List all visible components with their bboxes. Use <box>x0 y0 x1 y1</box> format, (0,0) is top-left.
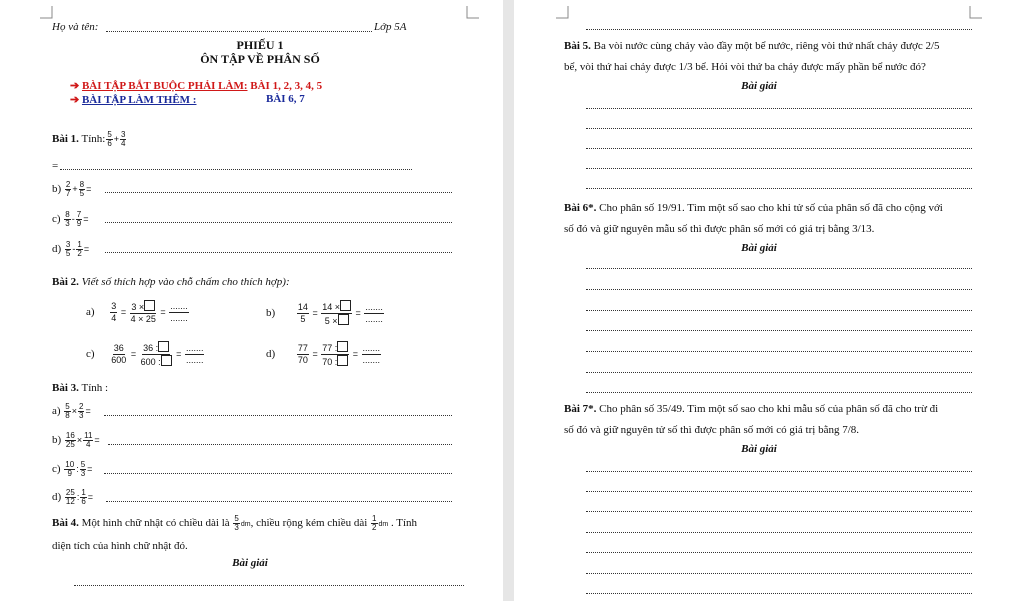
exercise-1-heading: Bài 1. Tính: $\frac{5}{6}$ + $\frac{3}{4}$ <box>52 130 126 148</box>
exercise-4-line-2: diện tích của hình chữ nhật đó. <box>52 540 188 552</box>
exercise-3-a: a) $\frac{5}{8}$ × $\frac{2}{3}$ = <box>52 402 91 420</box>
solution-heading: Bài giải <box>741 80 777 92</box>
answer-line <box>586 168 972 169</box>
answer-line <box>586 593 972 594</box>
arrow-right-icon: ➔ <box>70 94 80 106</box>
worksheet-page-1 <box>0 0 503 601</box>
exercise-3-c: c) $\frac{10}{9}$ : $\frac{5}{3}$ = <box>52 460 93 478</box>
answer-line <box>586 268 972 269</box>
blank-box[interactable] <box>144 300 155 311</box>
sheet-number: PHIẾU 1 <box>236 38 284 52</box>
answer-line <box>586 471 972 472</box>
exercise-1-c: c) $\frac{8}{3}$ - $\frac{7}{9}$ = <box>52 210 89 228</box>
solution-heading: Bài giải <box>232 557 268 569</box>
blank-box[interactable] <box>337 341 348 352</box>
extra-label: BÀI TẬP LÀM THÊM : <box>81 94 197 106</box>
worksheet-page-2 <box>514 0 1024 601</box>
fraction: $\frac{2}{7}$ <box>65 180 71 198</box>
answer-line <box>106 501 452 502</box>
fraction: $\frac{7}{9}$ <box>76 210 82 228</box>
answer-line <box>105 222 452 223</box>
solution-heading: Bài giải <box>741 242 777 254</box>
exercise-3-b: b) $\frac{16}{25}$ × $\frac{11}{4}$ = <box>52 431 100 449</box>
answer-line <box>586 491 972 492</box>
crop-mark-top-left <box>556 6 570 20</box>
fraction: $\frac{3}{5}$ <box>65 240 71 258</box>
exercise-2-heading: Bài 2. Viết số thích hợp vào chỗ chấm cho thích hợp): <box>52 276 290 288</box>
blank-box[interactable] <box>161 355 172 366</box>
blank-box[interactable] <box>340 300 351 311</box>
exercise-6-line-1: Bài 6*. Cho phân số 19/91. Tìm một số sao cho khi tử số của phân số đã cho cộng với <box>564 202 943 214</box>
blank-box[interactable] <box>158 341 169 352</box>
sheet-title: ÔN TẬP VỀ PHÂN SỐ <box>200 52 320 66</box>
blank-box[interactable] <box>338 314 349 325</box>
exercise-1-d: d) $\frac{3}{5}$ - $\frac{1}{2}$ = <box>52 240 90 258</box>
answer-line <box>104 473 452 474</box>
fraction: $\frac{8}{5}$ <box>79 180 85 198</box>
exercise-5-line-1: Bài 5. Ba vòi nước cùng chảy vào đầy một bể nước, riêng vòi thứ nhất chảy được 2/5 <box>564 40 940 52</box>
exercise-2-item-d: d) $\frac{77}{70}$ = $\frac{77 :}{70 :}$ = ....... ....... <box>266 343 381 367</box>
exercise-3-heading: Bài 3. Tính : <box>52 382 109 394</box>
answer-line <box>586 188 972 189</box>
crop-mark-top-left <box>40 6 54 20</box>
fraction: $\frac{3}{4}$ <box>121 130 126 148</box>
exercise-1-a-prefix: = <box>52 160 59 172</box>
answer-line <box>105 192 452 193</box>
answer-line <box>586 148 972 149</box>
required-list: BÀI 1, 2, 3, 4, 5 <box>250 80 323 92</box>
answer-line <box>586 310 972 311</box>
extra-list: BÀI 6, 7 <box>266 93 305 105</box>
required-exercises <box>70 79 322 92</box>
solution-heading: Bài giải <box>741 443 777 455</box>
fraction: $\frac{8}{3}$ <box>65 210 70 228</box>
answer-line <box>586 128 972 129</box>
answer-line <box>586 289 972 290</box>
answer-line <box>74 585 464 586</box>
answer-line <box>60 169 412 170</box>
crop-mark-top-right <box>968 6 982 20</box>
answer-line <box>104 415 452 416</box>
answer-line <box>108 444 452 445</box>
exercise-7-line-1: Bài 7*. Cho phân số 35/49. Tìm một số sao cho khi mẫu số của phân số đã cho trừ đi <box>564 403 939 415</box>
answer-line <box>586 330 972 331</box>
answer-line <box>586 392 972 393</box>
exercise-2-item-b: b) $\frac{14}{5}$ = $\frac{14 \times}{5 \times}$ = ....... ....... <box>266 302 383 326</box>
extra-exercises <box>70 93 196 106</box>
answer-line <box>586 552 972 553</box>
class-label: Lớp 5A <box>374 21 407 33</box>
answer-line <box>586 108 972 109</box>
answer-line <box>586 573 972 574</box>
required-label: BÀI TẬP BẮT BUỘC PHẢI LÀM: <box>81 80 248 92</box>
answer-line <box>586 351 972 352</box>
blank-box[interactable] <box>337 355 348 366</box>
exercise-2-item-c: c) $\frac{36}{600}$ = $\frac{36 :}{600 :}$ = ....... ....... <box>86 343 204 367</box>
exercise-5-line-2: bể, vòi thứ hai chảy được 1/3 bể. Hỏi vòi thứ ba chảy được mấy phần bể nước đó? <box>564 61 926 73</box>
exercise-7-line-2: số đó và giữ nguyên tử số thì được phân số mới có giá trị bằng 7/8. <box>564 424 860 436</box>
exercise-4-line-1: Bài 4. Một hình chữ nhật có chiều dài là $\frac{5}{3}$ dm, chiều rộng kém chiều dài $\frac{1}{2}$ dm . Tính <box>52 514 418 532</box>
arrow-right-icon: ➔ <box>70 80 80 92</box>
answer-line <box>586 532 972 533</box>
answer-line <box>586 372 972 373</box>
exercise-3-d: d) $\frac{25}{12}$ : $\frac{1}{6}$ = <box>52 488 94 506</box>
exercise-1-b: b) $\frac{2}{7}$ + $\frac{8}{5}$ = <box>52 180 92 198</box>
crop-mark-top-right <box>465 6 479 20</box>
answer-line <box>105 252 452 253</box>
fraction: $\frac{5}{6}$ <box>107 130 112 148</box>
answer-line <box>586 29 972 30</box>
student-name-label: Họ và tên: <box>52 21 99 33</box>
exercise-2-item-a: a) $\frac{3}{4}$ = $\frac{3 \times}{4 \times 25}$ = ....... ....... <box>86 301 188 324</box>
fraction: $\frac{1}{2}$ <box>77 240 82 258</box>
name-blank <box>106 31 372 32</box>
exercise-6-line-2: số đó và giữ nguyên mẫu số thì được phân số mới có giá trị bằng 3/13. <box>564 223 875 235</box>
answer-line <box>586 511 972 512</box>
